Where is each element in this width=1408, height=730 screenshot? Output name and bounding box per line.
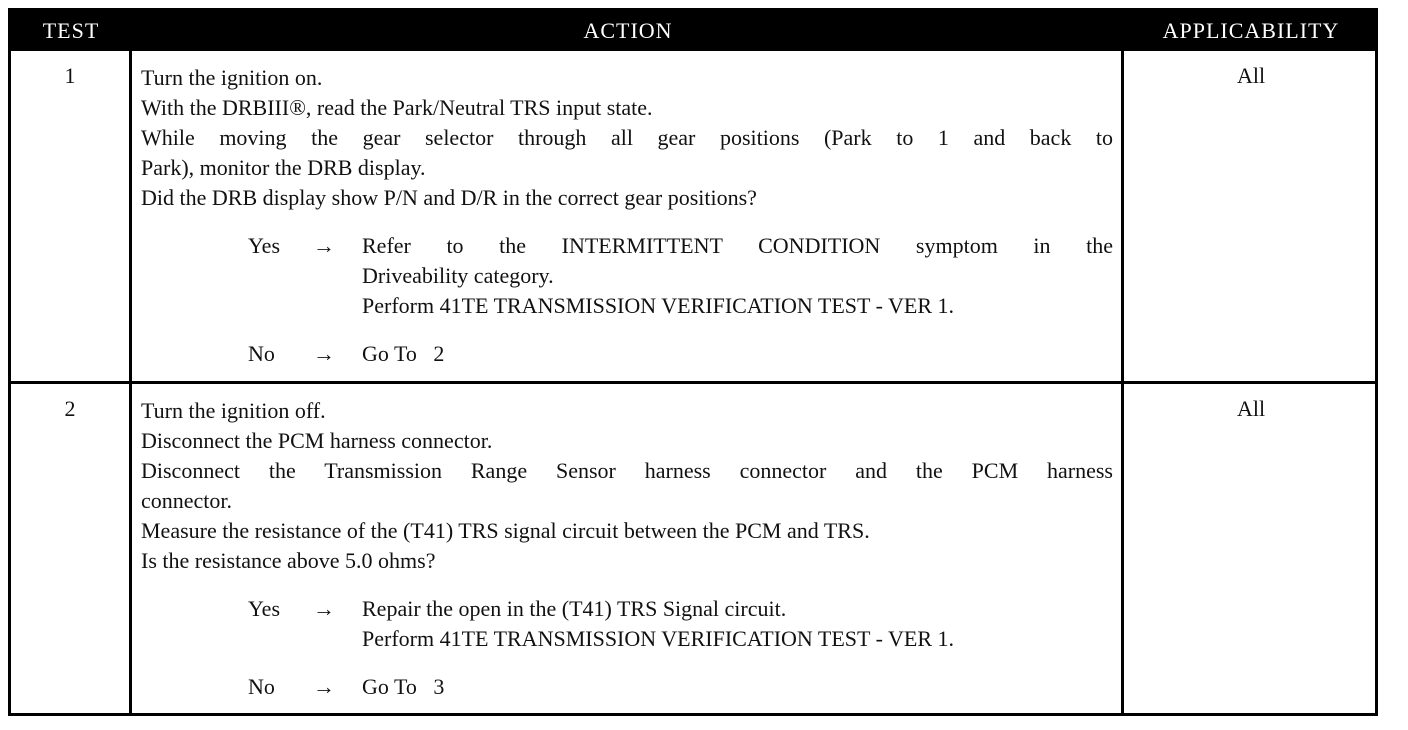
arrow-right-icon: → <box>313 674 335 699</box>
action-step: Disconnect the Transmission Range Sensor harness connector and the PCM harness <box>141 458 1113 483</box>
diagnostic-test-table <box>8 8 1378 716</box>
test-number: 2 <box>64 396 76 421</box>
no-result-line: Go To 2 <box>362 341 445 366</box>
no-answer <box>141 339 1113 369</box>
table-row <box>11 51 1375 384</box>
arrow-right-icon: → <box>313 596 335 621</box>
applicability-value: All <box>1236 63 1266 88</box>
action-cell <box>141 63 1113 369</box>
column-divider <box>129 51 132 713</box>
arrow-right-icon: → <box>313 341 335 366</box>
table-header <box>11 11 1375 51</box>
yes-answer <box>141 231 1113 321</box>
column-divider <box>1121 51 1124 713</box>
no-answer <box>141 672 1113 702</box>
no-result-line: Go To 3 <box>362 674 445 699</box>
no-label: No <box>248 674 275 699</box>
yes-label: Yes <box>248 233 281 258</box>
action-step: Measure the resistance of the (T41) TRS signal circuit between the PCM and TRS. <box>141 518 870 543</box>
yes-result-line: Refer to the INTERMITTENT CONDITION symptom in the <box>362 233 1113 258</box>
yes-answer <box>141 594 1113 654</box>
action-step: With the DRBIII®, read the Park/Neutral TRS input state. <box>141 95 653 120</box>
action-step: Park), monitor the DRB display. <box>141 155 426 180</box>
yes-result-line: Perform 41TE TRANSMISSION VERIFICATION TEST - VER 1. <box>362 626 954 651</box>
no-label: No <box>248 341 275 366</box>
yes-label: Yes <box>248 596 281 621</box>
table-row <box>11 384 1375 713</box>
header-applicability: APPLICABILITY <box>1162 18 1340 43</box>
yes-result <box>362 594 1113 654</box>
applicability-value: All <box>1236 396 1266 421</box>
action-step: Disconnect the PCM harness connector. <box>141 428 493 453</box>
arrow-right-icon: → <box>313 233 335 258</box>
header-action: ACTION <box>583 18 673 43</box>
yes-result-line: Repair the open in the (T41) TRS Signal circuit. <box>362 596 787 621</box>
no-result <box>362 672 1113 702</box>
action-step: Did the DRB display show P/N and D/R in the correct gear positions? <box>141 185 757 210</box>
action-step: connector. <box>141 488 233 513</box>
yes-result-line: Driveability category. <box>362 263 554 288</box>
no-result <box>362 339 1113 369</box>
action-step: Is the resistance above 5.0 ohms? <box>141 548 436 573</box>
action-cell <box>141 396 1113 702</box>
action-step: Turn the ignition off. <box>141 398 326 423</box>
test-number: 1 <box>64 63 76 88</box>
action-step: While moving the gear selector through all gear positions (Park to 1 and back to <box>141 125 1113 150</box>
header-test: TEST <box>42 18 100 43</box>
yes-result-line: Perform 41TE TRANSMISSION VERIFICATION TEST - VER 1. <box>362 293 954 318</box>
action-step: Turn the ignition on. <box>141 65 323 90</box>
yes-result <box>362 231 1113 321</box>
